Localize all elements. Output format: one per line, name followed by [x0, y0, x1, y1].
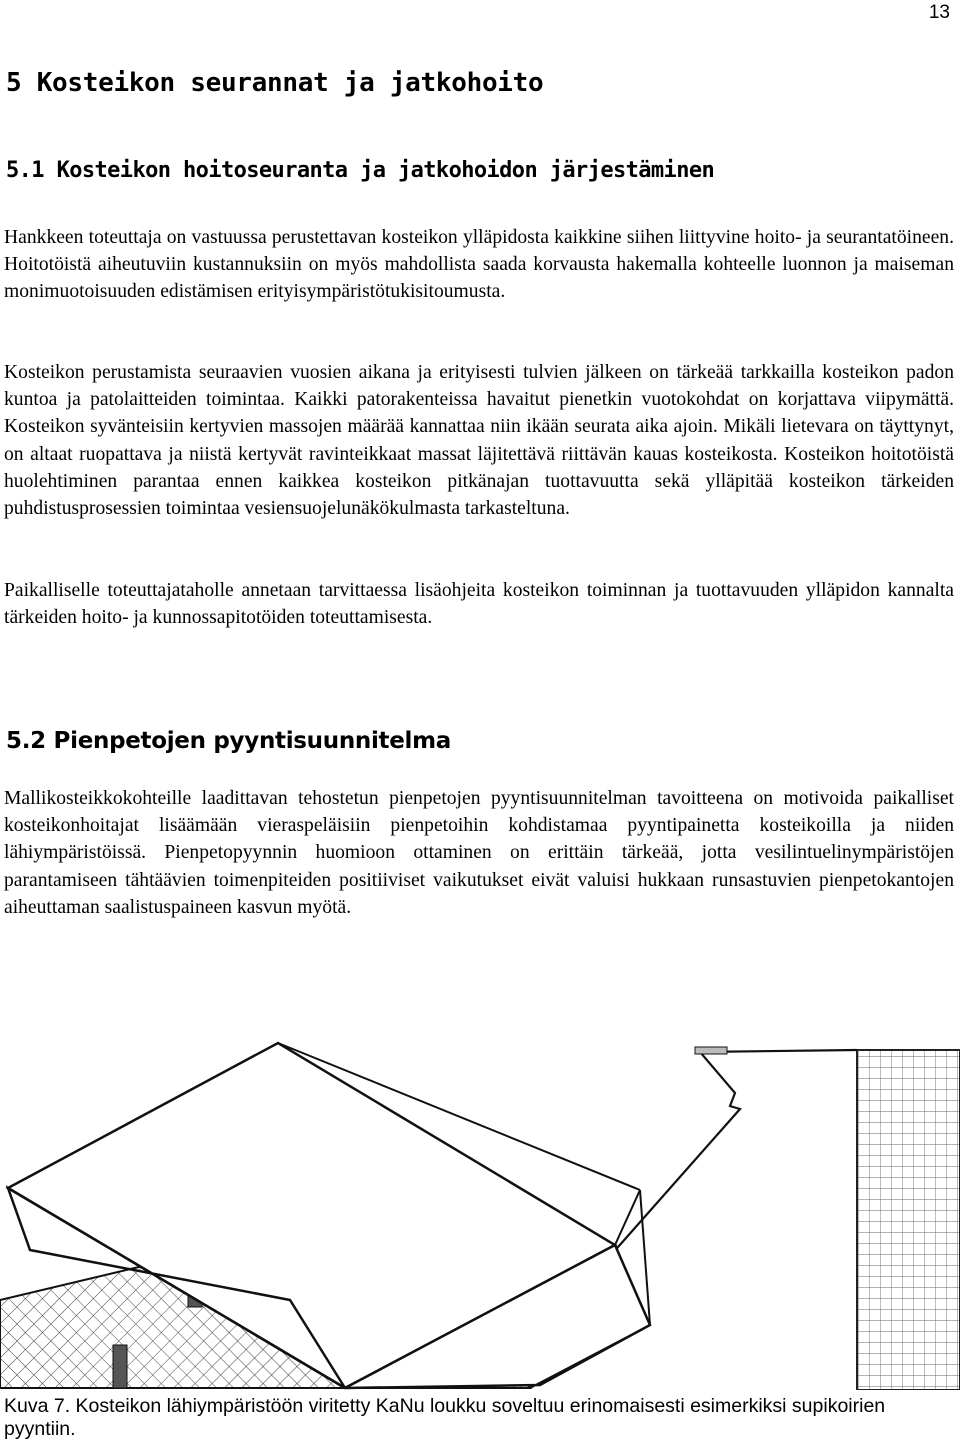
ground-stake-left — [113, 1345, 127, 1388]
section-heading-5-1: 5.1 Kosteikon hoitoseuranta ja jatkohoidon järjestäminen — [6, 158, 715, 183]
paragraph-monitoring: Kosteikon perustamista seuraavien vuosien aikana ja erityisesti tulvien jälkeen on tärkeää tarkkailla kosteikon padon kuntoa ja patolaitteiden toimintaa. Kaikki patorakenteissa havaitut pienetkin vuotokohdat on korjattava viipymättä. Kosteikon syvänteisiin kertyvien massojen määrää kannattaa niin ikään seurata aika ajoin. Mikäli lietevara on täyttynyt, on altaat ruopattava ja niistä kertyvät ravinteikkaat massat läjitettävä riittävän kauas kosteikosta. Kosteikon hoitotöistä huolehtiminen parantaa ennen kaikkea kosteikon pitkänajan tuottavuutta sekä ylläpitää kosteikon tärkeiden puhdistusprosessien toimintaa vesiensuojelunäkökulmasta tarkasteltuna. — [4, 362, 954, 520]
section-heading-5-2: 5.2 Pienpetojen pyyntisuunnitelma — [6, 728, 452, 754]
trap-figure — [0, 1020, 960, 1390]
paragraph-local-guidance: Paikalliselle toteuttajataholle annetaan tarvittaessa lisäohjeita kosteikon toiminnan ja tuottavuuden ylläpidon kannalta tärkeiden hoito- ja kunnossapitotöiden toteuttamisesta. — [4, 580, 954, 629]
page-number: 13 — [928, 2, 950, 23]
pole — [857, 1050, 960, 1390]
paragraph-responsibility: Hankkeen toteuttaja on vastuussa perustettavan kosteikon ylläpidosta kaikkine siihen liittyvine hoito- ja seurantatöineen. Hoitotöistä aiheutuviin kustannuksiin on myös mahdollista saada korvausta hakemalla kohteelle luonnon ja maiseman monimuotoisuuden edistämisen erityisympäristötukisitoumusta. — [4, 227, 954, 303]
chapter-heading: 5 Kosteikon seurannat ja jatkohoito — [6, 68, 544, 98]
wire-clamp — [695, 1047, 727, 1054]
paragraph-predator-plan: Mallikosteikkokohteille laadittavan tehostetun pienpetojen pyyntisuunnitelman tavoitteena on motivoida paikalliset kosteikonhoitajat lisäämään vieraspeläisiin pienpetoihin kohdistamaa pyyntipainetta kosteikoilla ja niiden lähiympäristöissä. Pienpetopyynnin huomioon ottaminen on erittäin tärkeää, jotta vesilintuelinympäristöjen parantamiseen tähtäävien toimenpiteiden positiiviset vaikutukset eivät valuisi hukkaan runsastuvien pienpetokantojen aiheuttaman saalistuspaineen kasvun myötä. — [4, 788, 954, 918]
figure-caption: Kuva 7. Kosteikon lähiympäristöön viritetty KaNu loukku soveltuu erinomaisesti esimerkiksi supikoirien pyyntiin. — [4, 1395, 886, 1440]
kanu-trap-illustration — [0, 1020, 960, 1390]
